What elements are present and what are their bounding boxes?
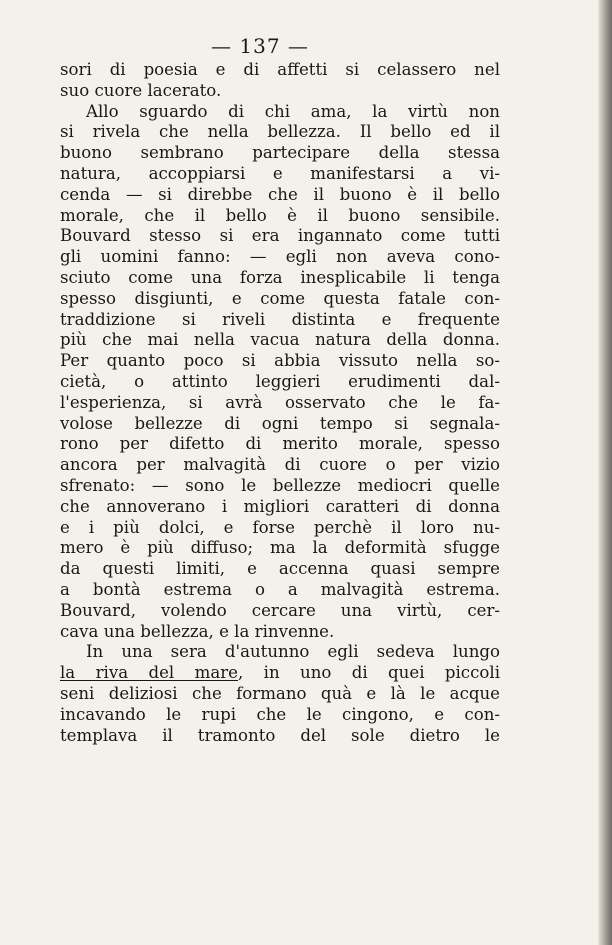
text-line: suo cuore lacerato. [60,80,222,100]
text-line: Per quanto poco si abbia vissuto nella so- [60,351,500,371]
text-line: volose bellezze di ogni tempo si segnala- [60,413,500,433]
text-line: incavando le rupi che le cingono, e con- [60,704,500,724]
text-line: mero è più diffuso; ma la deformità sfugge [60,538,500,558]
text-line: sori di poesia e di affetti si celassero nel [60,60,500,79]
text-line: si rivela che nella bellezza. Il bello ed il [60,122,500,142]
text-line: Bouvard stesso si era ingannato come tutti [60,226,500,246]
text-line-underlined [60,663,500,684]
text-line: l'esperienza, si avrà osservato che le fa- [60,392,500,412]
text-line: gli uomini fanno: — egli non aveva cono- [60,247,500,267]
text-line: più che mai nella vacua natura della donna. [60,330,500,350]
text-line: seni deliziosi che formano quà e là le acque [60,683,500,703]
text-line: spesso disgiunti, e come questa fatale con- [60,288,500,308]
text-line: sfrenato: — sono le bellezze mediocri quelle [60,475,500,495]
text-line: morale, che il bello è il buono sensibile. [60,205,500,225]
text-line: rono per difetto di merito morale, spesso [60,434,500,454]
text-line: templava il tramonto del sole dietro le [60,725,500,745]
text-line: cava una bellezza, e la rinvenne. [60,621,335,641]
text-line: a bontà estrema o a malvagità estrema. [60,579,500,599]
page-number: — 137 — [211,34,309,58]
text-line: da questi limiti, e accenna quasi sempre [60,559,500,579]
text-line: Allo sguardo di chi ama, la virtù non [86,101,500,121]
text-line: buono sembrano partecipare della stessa [60,143,500,163]
text-line: cenda — si direbbe che il buono è il bello [60,184,500,204]
text-line: sciuto come una forza inesplicabile li tenga [60,267,500,287]
text-line: In una sera d'autunno egli sedeva lungo [86,642,500,662]
text-line: che annoverano i migliori caratteri di donna [60,496,500,516]
text-line: traddizione si riveli distinta e frequente [60,309,500,329]
text-line: cietà, o attinto leggieri erudimenti dal- [60,371,500,391]
text-line: e i più dolci, e forse perchè il loro nu- [60,517,500,537]
text-line-rest: , in uno di quei piccoli [237,663,500,683]
page-binding-edge [598,0,612,945]
text-line: Bouvard, volendo cercare una virtù, cer- [60,600,500,620]
text-line: ancora per malvagità di cuore o per vizio [60,455,500,475]
text-line: natura, accoppiarsi e manifestarsi a vi- [60,163,500,183]
underlined-phrase: la riva del mare [60,663,238,683]
body-text [60,60,500,746]
